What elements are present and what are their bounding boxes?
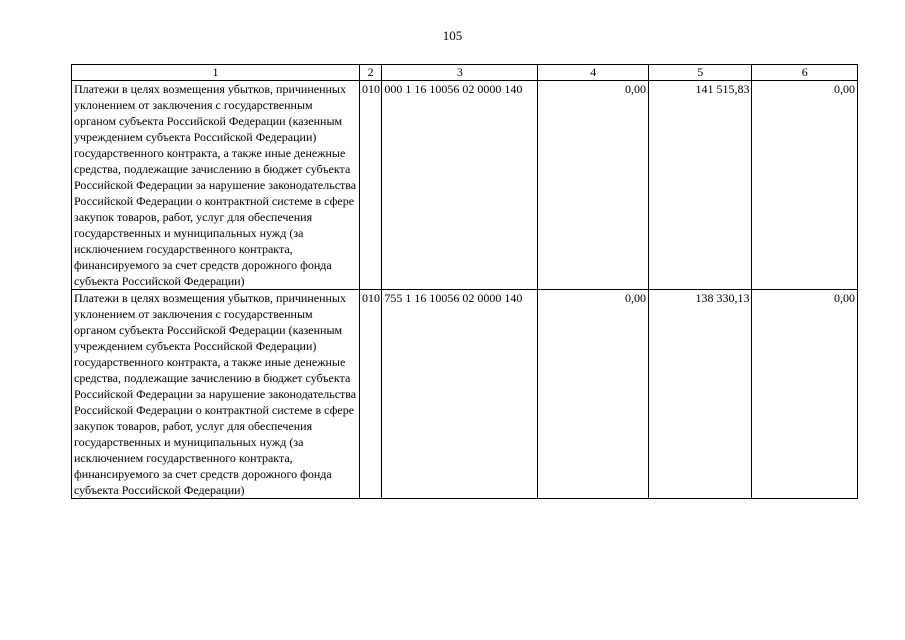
- header-row: [72, 65, 858, 81]
- header-col-2: 2: [360, 65, 382, 81]
- row-name-cell: Платежи в целях возмещения убытков, причиненных уклонением от заключения с государственным органом субъекта Российской Федерации (казенным учреждением субъекта Российской Федерации) государственного контракта, а также иные денежные средства, подлежащие зачислению в бюджет субъекта Российской Федерации за нарушение законодательства Российской Федерации о контрактной системе в сфере закупок товаров, работ, услуг для обеспечения государственных и муниципальных нужд (за исключением государственного контракта, финансируемого за счет средств дорожного фонда субъекта Российской Федерации): [72, 290, 360, 499]
- table-header: [72, 65, 858, 81]
- table-row: [72, 81, 858, 290]
- row-value-col5-cell: 138 330,13: [649, 290, 752, 499]
- header-col-6: 6: [752, 65, 858, 81]
- table-body: [72, 81, 858, 499]
- header-col-3: 3: [382, 65, 538, 81]
- header-col-5: 5: [649, 65, 752, 81]
- row-value-col6-cell: 0,00: [752, 81, 858, 290]
- row-classification-code-cell: 755 1 16 10056 02 0000 140: [382, 290, 538, 499]
- row-value-col5-cell: 141 515,83: [649, 81, 752, 290]
- header-col-4: 4: [538, 65, 649, 81]
- row-value-col4-cell: 0,00: [538, 290, 649, 499]
- row-code-cell: 010: [360, 81, 382, 290]
- budget-table: [71, 64, 858, 499]
- row-code-cell: 010: [360, 290, 382, 499]
- header-col-1: 1: [72, 65, 360, 81]
- row-value-col6-cell: 0,00: [752, 290, 858, 499]
- table-row: [72, 290, 858, 499]
- row-value-col4-cell: 0,00: [538, 81, 649, 290]
- row-classification-code-cell: 000 1 16 10056 02 0000 140: [382, 81, 538, 290]
- row-name-cell: Платежи в целях возмещения убытков, причиненных уклонением от заключения с государственным органом субъекта Российской Федерации (казенным учреждением субъекта Российской Федерации) государственного контракта, а также иные денежные средства, подлежащие зачислению в бюджет субъекта Российской Федерации за нарушение законодательства Российской Федерации о контрактной системе в сфере закупок товаров, работ, услуг для обеспечения государственных и муниципальных нужд (за исключением государственного контракта, финансируемого за счет средств дорожного фонда субъекта Российской Федерации): [72, 81, 360, 290]
- page-number: 105: [442, 28, 463, 43]
